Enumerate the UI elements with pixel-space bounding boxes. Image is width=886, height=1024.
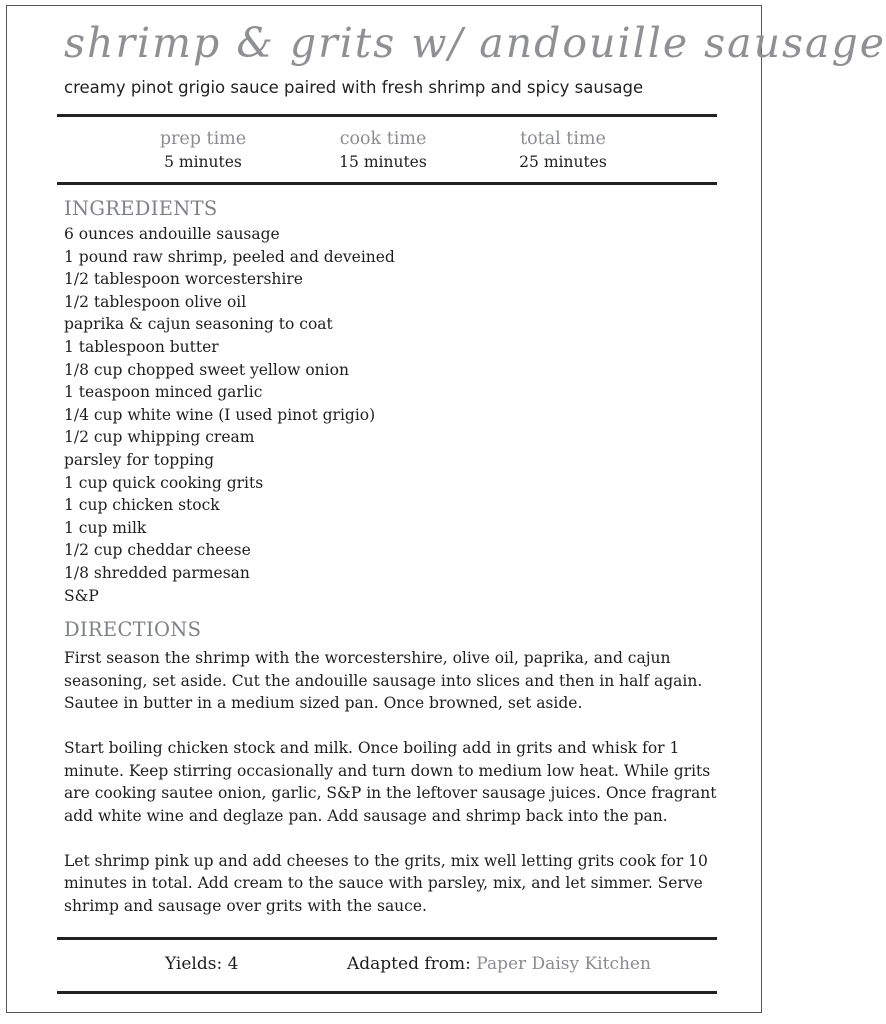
recipe-title: shrimp & grits w/ andouille sausage [64,19,886,67]
cook-time-value: 15 minutes [339,153,427,171]
yields: Yields: 4 [165,954,239,974]
direction-line: shrimp and sausage over grits with the sauce. [64,896,427,915]
ingredient-item: 1/4 cup white wine (I used pinot grigio) [64,405,376,424]
ingredient-item: 1 tablespoon butter [64,337,219,356]
ingredient-item: 1 cup quick cooking grits [64,473,264,492]
ingredient-item: 1/2 cup whipping cream [64,428,255,447]
recipe-subtitle: creamy pinot grigio sauce paired with fresh shrimp and spicy sausage [64,78,644,97]
divider-top [57,114,717,117]
total-time-label: total time [520,129,606,149]
ingredient-item: 1/8 shredded parmesan [64,563,250,582]
ingredient-item: 1 cup milk [64,518,147,537]
ingredient-item: 1 pound raw shrimp, peeled and deveined [64,247,395,266]
direction-line: minute. Keep stirring occasionally and turn down to medium low heat. While grits [64,761,711,780]
ingredients-heading: INGREDIENTS [64,197,218,220]
prep-time-value: 5 minutes [164,153,242,171]
direction-paragraph [64,737,734,827]
prep-time [113,127,293,173]
direction-line: minutes in total. Add cream to the sauce with parsley, mix, and let simmer. Serve [64,874,703,892]
ingredient-item: S&P [64,586,99,605]
ingredient-item: 1/2 cup cheddar cheese [64,541,251,560]
adapted-from-source: Paper Daisy Kitchen [476,954,651,974]
directions-body [64,647,734,940]
direction-line: First season the shrimp with the worcestershire, olive oil, paprika, and cajun [64,649,671,667]
cook-time [293,127,473,173]
ingredient-item: 1/2 tablespoon olive oil [64,292,247,311]
directions-heading: DIRECTIONS [64,618,202,641]
ingredients-list [64,223,395,607]
ingredient-item: 6 ounces andouille sausage [64,225,280,243]
direction-line: add white wine and deglaze pan. Add sausage and shrimp back into the pan. [64,806,668,825]
direction-line: Let shrimp pink up and add cheeses to the grits, mix well letting grits cook for 10 [64,851,708,870]
direction-line: are cooking sautee onion, garlic, S&P in the leftover sausage juices. Once fragrant [64,784,717,802]
ingredient-item: parsley for topping [64,450,215,469]
direction-line: seasoning, set aside. Cut the andouille sausage into slices and then in half again. [64,671,703,690]
divider-footer-top [57,937,717,940]
ingredient-item: 1 teaspoon minced garlic [64,383,263,402]
direction-paragraph [64,647,734,715]
total-time [473,127,653,173]
adapted-from-label: Adapted from: [347,954,471,974]
divider-footer-bottom [57,991,717,994]
total-time-value: 25 minutes [519,153,607,171]
divider-times [57,182,717,185]
direction-line: Start boiling chicken stock and milk. Once boiling add in grits and whisk for 1 [64,739,680,757]
ingredient-item: paprika & cajun seasoning to coat [64,315,333,334]
ingredient-item: 1/2 tablespoon worcestershire [64,270,303,289]
adapted-from [347,952,651,976]
ingredient-item: 1/8 cup chopped sweet yellow onion [64,360,349,379]
direction-paragraph [64,850,734,918]
prep-time-label: prep time [159,129,247,149]
ingredient-item: 1 cup chicken stock [64,496,220,515]
cook-time-label: cook time [339,129,427,149]
direction-line: Sautee in butter in a medium sized pan. Once browned, set aside. [64,694,583,712]
